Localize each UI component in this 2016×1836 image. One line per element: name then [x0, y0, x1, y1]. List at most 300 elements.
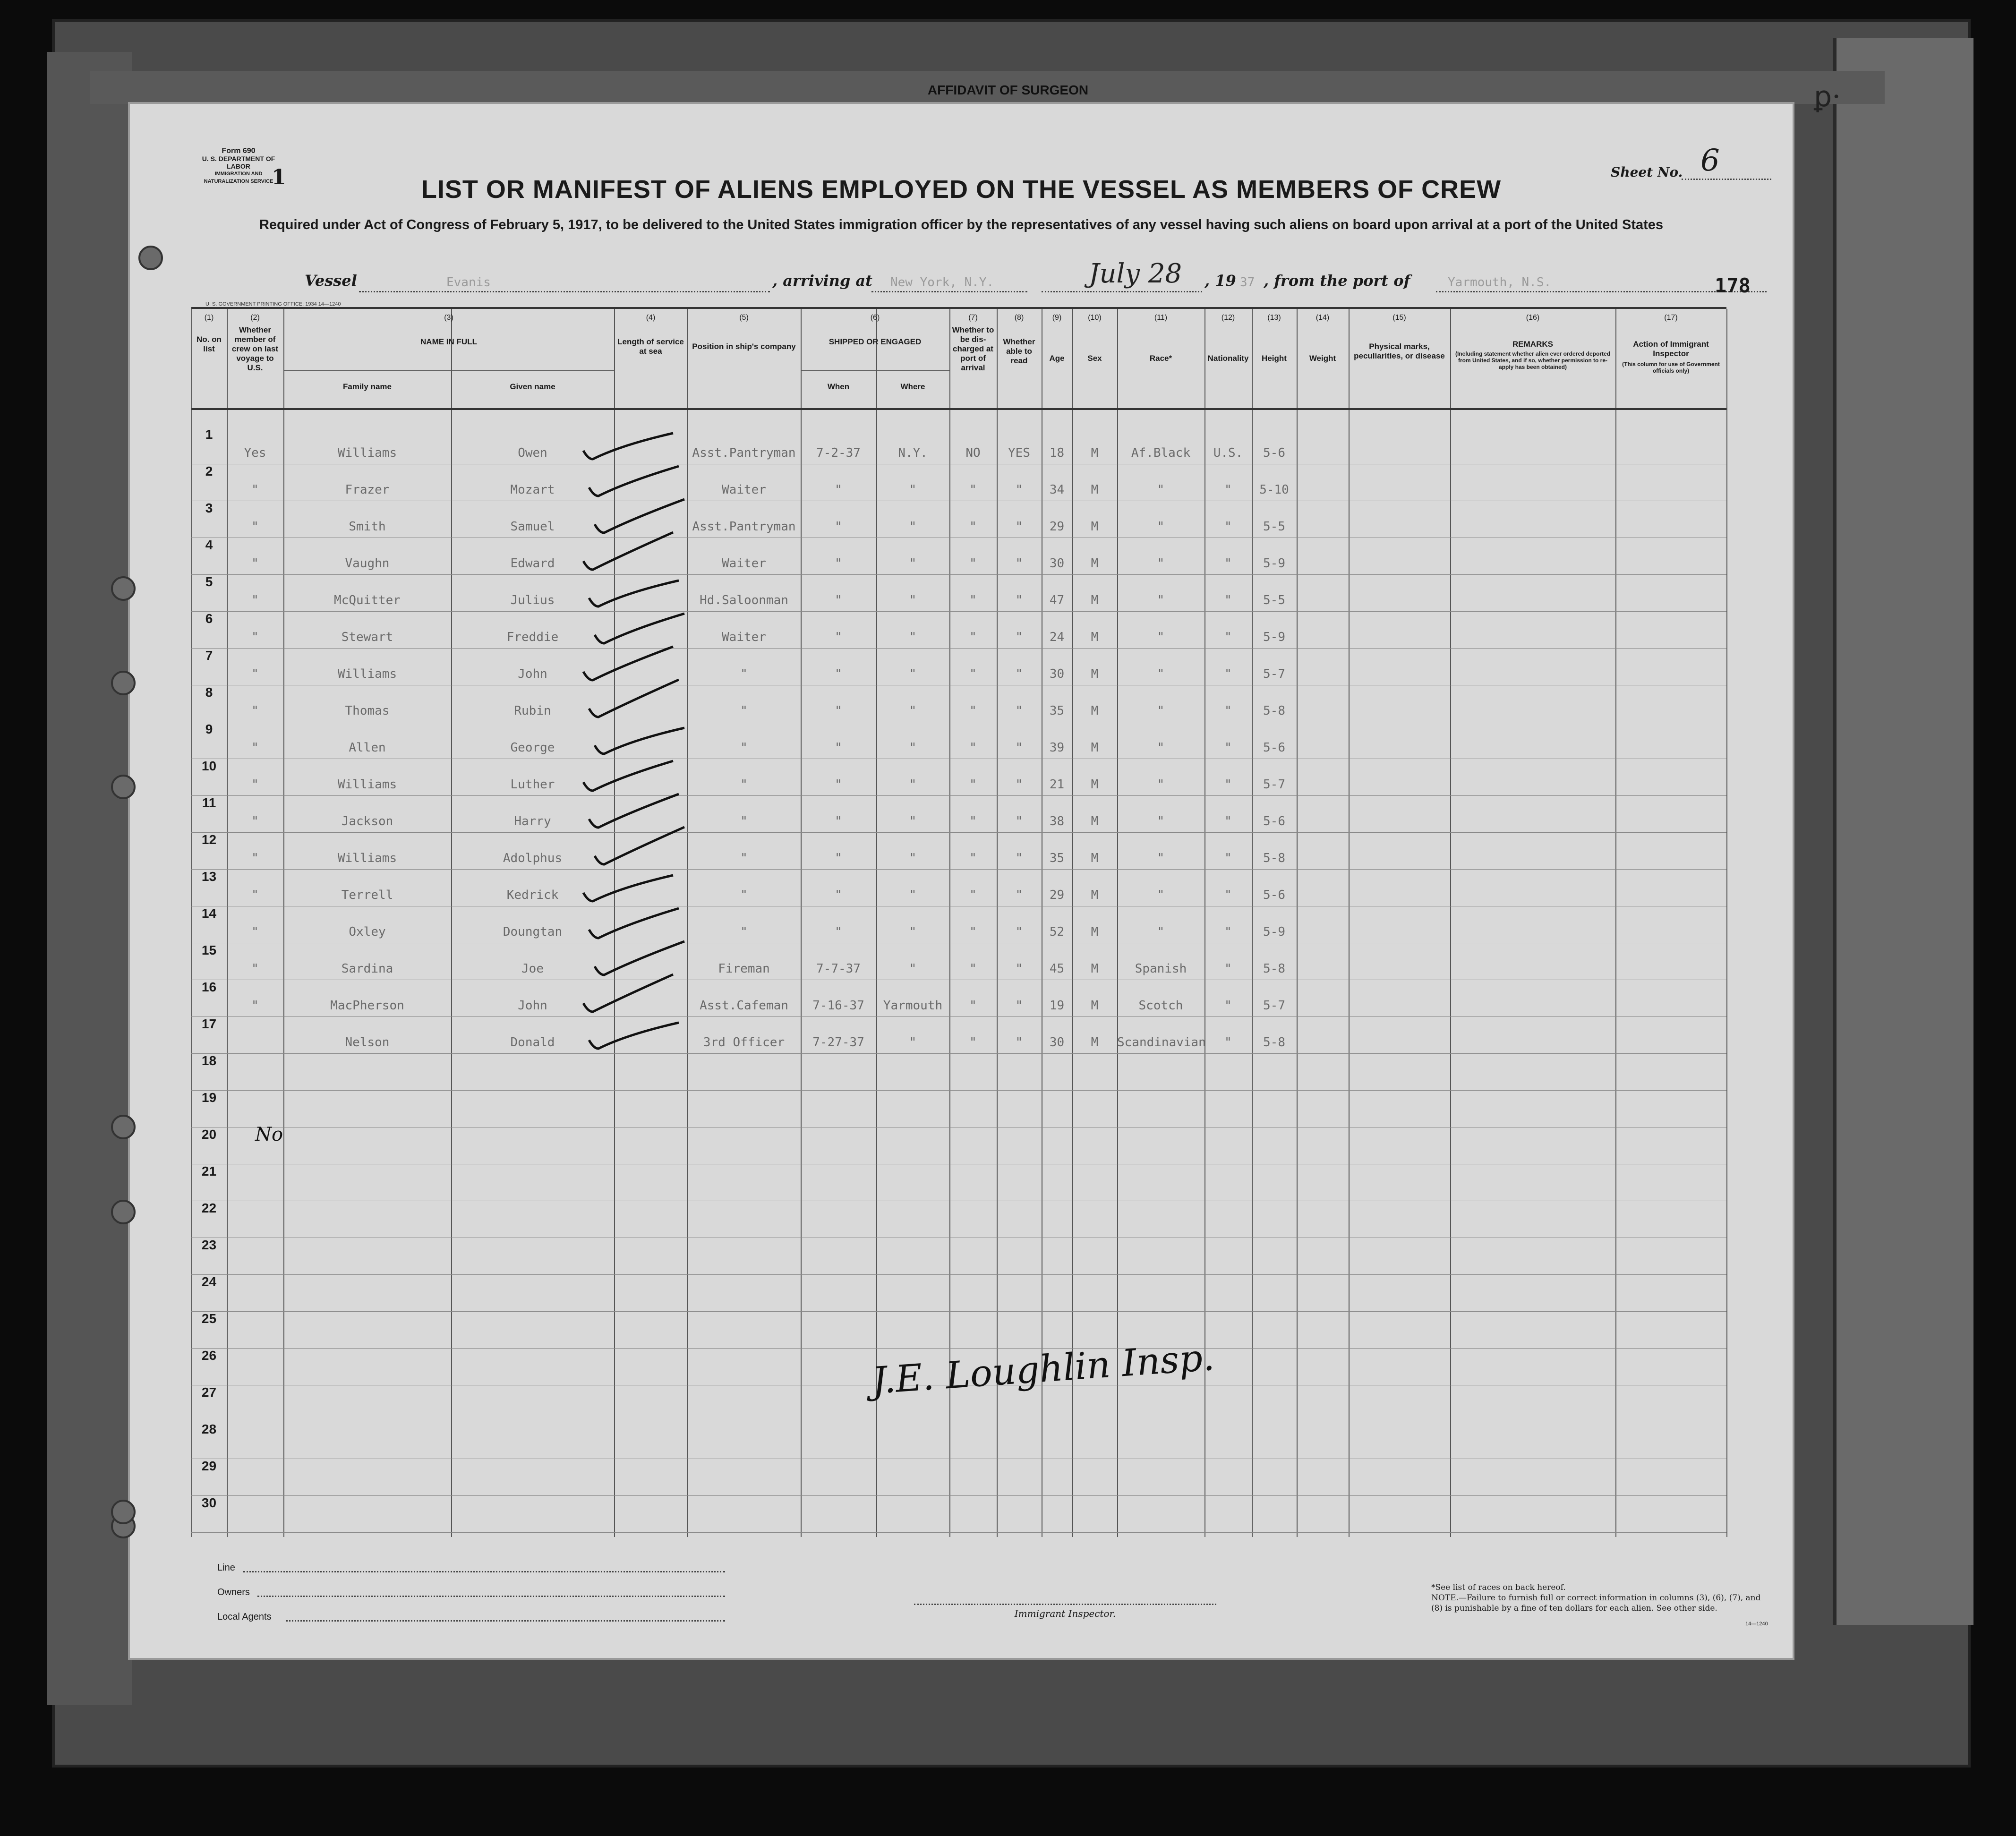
- sheet-number-label: Sheet No.: [1611, 164, 1683, 180]
- corner-pencil-mark: ꝑ·: [1814, 80, 1841, 113]
- arrival-year: 37: [1240, 275, 1255, 290]
- arriving-dotted-line: [871, 290, 1027, 292]
- cell-sex: M: [1091, 962, 1099, 976]
- row-number: 1: [205, 427, 213, 442]
- cell-when: ": [835, 925, 842, 939]
- cell-race: ": [1157, 777, 1165, 792]
- cell-disch: ": [969, 667, 977, 681]
- cell-family: Williams: [337, 777, 397, 792]
- cell-sex: M: [1091, 667, 1099, 681]
- cell-height: 5-9: [1263, 925, 1285, 939]
- cell-given: Rubin: [514, 704, 551, 718]
- local-agents-label: Local Agents: [217, 1612, 272, 1622]
- cell-read: ": [1015, 630, 1023, 644]
- row-number: 9: [205, 722, 213, 736]
- column-divider: [1726, 309, 1727, 1537]
- penalty-note: NOTE.—Failure to furnish full or correct information in columns (3), (6), (7), and (8) is punishable by a fine of ten dollars for each alien. See other side.: [1431, 1593, 1761, 1613]
- column-header-position-in-ship-s-company: Position in ship's company: [692, 342, 796, 351]
- column-number: (12): [1221, 314, 1235, 322]
- cell-when: ": [835, 777, 842, 792]
- cell-crew: ": [251, 704, 259, 718]
- cell-read: ": [1015, 851, 1023, 865]
- cell-age: 52: [1049, 925, 1065, 939]
- cell-age: 34: [1049, 483, 1065, 497]
- cell-race: ": [1157, 888, 1165, 902]
- cell-crew: ": [251, 556, 259, 571]
- column-number: (15): [1392, 314, 1406, 322]
- cell-when: 7-27-37: [812, 1035, 864, 1050]
- cell-read: YES: [1008, 446, 1030, 460]
- cell-disch: ": [969, 630, 977, 644]
- column-header-including-statement-whether-alien-ever-o: (Including statement whether alien ever ordered deported from United States, and if so, whether permission to re-apply has been obtained): [1455, 350, 1611, 370]
- cell-sex: M: [1091, 446, 1099, 460]
- cell-given: George: [510, 741, 555, 755]
- column-header-family-name: Family name: [343, 382, 392, 391]
- cell-position: Asst.Cafeman: [700, 999, 788, 1013]
- cell-nat: ": [1224, 630, 1232, 644]
- form-code: 14—1240: [1745, 1621, 1768, 1627]
- cell-family: Jackson: [341, 814, 393, 828]
- cell-age: 35: [1049, 704, 1065, 718]
- service-name: IMMIGRATION AND NATURALIZATION SERVICE: [204, 171, 273, 184]
- binder-hole: [111, 775, 136, 799]
- check-mark: [583, 974, 673, 1012]
- cell-disch: NO: [965, 446, 981, 460]
- sheet-number-line: [1682, 179, 1771, 180]
- row-number: 29: [201, 1459, 217, 1473]
- owners-field[interactable]: [257, 1596, 725, 1597]
- cell-given: Owen: [518, 446, 547, 460]
- binder-hole: [111, 576, 136, 601]
- cell-when: ": [835, 814, 842, 828]
- cell-disch: ": [969, 593, 977, 607]
- vessel-line: [305, 258, 1769, 295]
- cell-disch: ": [969, 999, 977, 1013]
- cell-age: 29: [1049, 888, 1065, 902]
- column-number: (5): [739, 314, 749, 322]
- affidavit-heading: AFFIDAVIT OF SURGEON: [927, 83, 1089, 97]
- column-header-length-of-service-at-sea: Length of service at sea: [617, 337, 684, 356]
- cell-nat: ": [1224, 741, 1232, 755]
- cell-height: 5-6: [1263, 814, 1285, 828]
- cell-where: ": [909, 1035, 917, 1050]
- printer-line: U. S. GOVERNMENT PRINTING OFFICE: 1934 14—1240: [205, 301, 341, 307]
- page-title: LIST OR MANIFEST OF ALIENS EMPLOYED ON THE VESSEL AS MEMBERS OF CREW: [421, 175, 1502, 204]
- cell-sex: M: [1091, 851, 1099, 865]
- form-number: Form 690: [222, 147, 256, 155]
- column-number: (10): [1088, 314, 1102, 322]
- check-mark: [583, 532, 673, 570]
- cell-crew: ": [251, 962, 259, 976]
- cell-race: ": [1157, 741, 1165, 755]
- cell-race: Af.Black: [1131, 446, 1191, 460]
- row-number: 6: [205, 611, 213, 626]
- cell-given: Harry: [514, 814, 551, 828]
- check-mark: [595, 941, 684, 975]
- cell-nat: ": [1224, 925, 1232, 939]
- cell-given: Kedrick: [506, 888, 559, 902]
- cell-given: Adolphus: [503, 851, 563, 865]
- stamp-number: 178: [1715, 274, 1751, 297]
- binder-hole: [111, 671, 136, 695]
- column-number: (17): [1664, 314, 1678, 322]
- inspector-signature: J.E. Loughlin Insp.: [870, 1336, 1216, 1403]
- cell-family: Williams: [337, 667, 397, 681]
- cell-when: ": [835, 630, 842, 644]
- column-number: (2): [250, 314, 260, 322]
- column-header-remarks: REMARKS: [1512, 340, 1553, 349]
- line-label: Line: [217, 1563, 235, 1573]
- row-number: 24: [201, 1274, 217, 1289]
- column-header-whether-able-to-read: Whether able to read: [1003, 337, 1035, 365]
- cell-crew: ": [251, 741, 259, 755]
- check-mark: [589, 794, 679, 828]
- cell-age: 29: [1049, 520, 1065, 534]
- cell-age: 30: [1049, 556, 1065, 571]
- cell-family: Allen: [349, 741, 386, 755]
- cell-crew: ": [251, 999, 259, 1013]
- row-number: 21: [201, 1164, 217, 1178]
- cell-family: Sardina: [341, 962, 393, 976]
- line-field[interactable]: [243, 1571, 725, 1572]
- cell-crew: ": [251, 851, 259, 865]
- cell-where: ": [909, 630, 917, 644]
- column-number: (11): [1154, 314, 1168, 322]
- cell-given: Luther: [510, 777, 555, 792]
- cell-position: Waiter: [722, 483, 766, 497]
- folder-right-edge: [1833, 38, 1973, 1625]
- row-number: 18: [201, 1053, 217, 1068]
- cell-given: Doungtan: [503, 925, 563, 939]
- column-header-shipped-or-engaged: SHIPPED OR ENGAGED: [829, 337, 922, 346]
- check-mark: [583, 761, 673, 791]
- cell-age: 21: [1049, 777, 1065, 792]
- binder-hole: [111, 1115, 136, 1139]
- cell-height: 5-5: [1263, 520, 1285, 534]
- cell-disch: ": [969, 962, 977, 976]
- cell-crew: ": [251, 925, 259, 939]
- cell-position: 3rd Officer: [703, 1035, 785, 1050]
- cell-where: ": [909, 520, 917, 534]
- cell-disch: ": [969, 814, 977, 828]
- cell-nat: ": [1224, 704, 1232, 718]
- cell-when: ": [835, 851, 842, 865]
- column-header-whether-member-of-crew-on-last-voyage-to: Whether member of crew on last voyage to U.S.: [231, 325, 279, 372]
- column-header-physical-marks-peculiarities-or-disease: Physical marks, peculiarities, or disease: [1354, 342, 1445, 360]
- cell-sex: M: [1091, 704, 1099, 718]
- sheet-number: [1611, 143, 1720, 180]
- cell-where: ": [909, 888, 917, 902]
- column-number: (13): [1267, 314, 1281, 322]
- cell-crew: ": [251, 520, 259, 534]
- cell-position: Hd.Saloonman: [700, 593, 788, 607]
- cell-sex: M: [1091, 888, 1099, 902]
- footer-notes: [1431, 1582, 1762, 1614]
- column-header-height: Height: [1262, 354, 1287, 363]
- cell-height: 5-7: [1263, 667, 1285, 681]
- cell-height: 5-8: [1263, 851, 1285, 865]
- cell-family: Thomas: [345, 704, 390, 718]
- cell-age: 39: [1049, 741, 1065, 755]
- cell-read: ": [1015, 962, 1023, 976]
- cell-sex: M: [1091, 630, 1099, 644]
- cell-read: ": [1015, 483, 1023, 497]
- cell-disch: ": [969, 483, 977, 497]
- row-number: 27: [201, 1385, 217, 1400]
- row-number: 3: [205, 501, 213, 515]
- cell-sex: M: [1091, 1035, 1099, 1050]
- date-dotted-line: [1042, 290, 1202, 292]
- cell-given: John: [518, 667, 547, 681]
- cell-crew: ": [251, 888, 259, 902]
- cell-sex: M: [1091, 556, 1099, 571]
- cell-nat: ": [1224, 888, 1232, 902]
- cell-height: 5-5: [1263, 593, 1285, 607]
- cell-when: ": [835, 483, 842, 497]
- cell-read: ": [1015, 888, 1023, 902]
- row-number: 30: [201, 1495, 217, 1510]
- cell-disch: ": [969, 925, 977, 939]
- cell-age: 35: [1049, 851, 1065, 865]
- cell-when: ": [835, 741, 842, 755]
- cell-race: Scotch: [1138, 999, 1183, 1013]
- row-number: 11: [202, 795, 216, 810]
- cell-family: Terrell: [341, 888, 393, 902]
- cell-height: 5-8: [1263, 704, 1285, 718]
- row-number: 13: [201, 869, 217, 884]
- crew-table: [191, 307, 1726, 1537]
- cell-age: 38: [1049, 814, 1065, 828]
- cell-where: N.Y.: [898, 446, 928, 460]
- cell-crew: ": [251, 814, 259, 828]
- row-number: 28: [201, 1422, 217, 1436]
- arrival-date: July 28: [1089, 258, 1182, 289]
- cell-position: Waiter: [722, 630, 766, 644]
- check-mark: [595, 728, 684, 754]
- row-number: 4: [205, 538, 213, 552]
- cell-height: 5-10: [1259, 483, 1289, 497]
- cell-nat: ": [1224, 851, 1232, 865]
- sheet-number-value: 6: [1700, 143, 1720, 178]
- cell-where: ": [909, 556, 917, 571]
- cell-height: 5-8: [1263, 1035, 1285, 1050]
- cell-read: ": [1015, 814, 1023, 828]
- cell-crew: Yes: [244, 446, 266, 460]
- cell-where: ": [909, 741, 917, 755]
- cell-when: 7-7-37: [816, 962, 861, 976]
- column-number: (3): [444, 314, 453, 322]
- cell-disch: ": [969, 777, 977, 792]
- cell-nat: U.S.: [1213, 446, 1243, 460]
- cell-age: 18: [1049, 446, 1065, 460]
- row-number: 8: [205, 685, 213, 700]
- cell-position: Fireman: [718, 962, 770, 976]
- year-prefix: , 19: [1204, 272, 1236, 290]
- vessel-label: Vessel: [305, 272, 357, 290]
- row-number: 15: [201, 943, 217, 957]
- cell-position: ": [740, 667, 748, 681]
- column-number: (8): [1014, 314, 1024, 322]
- column-header-this-column-for-use-of-government-offici: (This column for use of Government officials only): [1622, 361, 1720, 374]
- cell-when: ": [835, 888, 842, 902]
- cell-position: ": [740, 777, 748, 792]
- row-number: 12: [201, 832, 217, 847]
- check-mark: [589, 908, 679, 938]
- row-number: 22: [201, 1201, 217, 1215]
- cell-where: ": [909, 704, 917, 718]
- cell-when: ": [835, 593, 842, 607]
- cell-position: Waiter: [722, 556, 766, 571]
- cell-age: 19: [1049, 999, 1065, 1013]
- check-marks: [191, 309, 1726, 1537]
- cell-family: Smith: [349, 520, 386, 534]
- cell-position: ": [740, 704, 748, 718]
- cell-age: 47: [1049, 593, 1065, 607]
- cell-race: ": [1157, 520, 1165, 534]
- handwritten-no: No: [255, 1124, 283, 1145]
- cell-when: ": [835, 704, 842, 718]
- row-number: 14: [201, 906, 217, 921]
- arriving-port: New York, N.Y.: [890, 275, 994, 290]
- cell-crew: ": [251, 483, 259, 497]
- column-header-nationality: Nationality: [1207, 354, 1249, 363]
- check-mark: [583, 875, 673, 901]
- cell-age: 30: [1049, 1035, 1065, 1050]
- cell-family: Williams: [337, 446, 397, 460]
- cell-read: ": [1015, 520, 1023, 534]
- cell-read: ": [1015, 667, 1023, 681]
- cell-nat: ": [1224, 777, 1232, 792]
- page-subtitle: Required under Act of Congress of February 5, 1917, to be delivered to the United States immigration officer by the representatives of any vessel having such aliens on board upon arrival at a port of the United States: [259, 217, 1664, 232]
- cell-when: ": [835, 667, 842, 681]
- cell-nat: ": [1224, 962, 1232, 976]
- cell-position: ": [740, 741, 748, 755]
- cell-race: Scandinavian: [1117, 1035, 1206, 1050]
- cell-family: Oxley: [349, 925, 386, 939]
- check-mark: [583, 647, 673, 680]
- immigrant-inspector-label: Immigrant Inspector.: [914, 1604, 1216, 1619]
- cell-race: ": [1157, 667, 1165, 681]
- cell-crew: ": [251, 630, 259, 644]
- manifest-sheet: [130, 104, 1793, 1658]
- cell-nat: ": [1224, 1035, 1232, 1050]
- cell-nat: ": [1224, 483, 1232, 497]
- cell-race: ": [1157, 704, 1165, 718]
- column-header-sex: Sex: [1087, 354, 1102, 363]
- column-number: (9): [1052, 314, 1062, 322]
- cell-given: Samuel: [510, 520, 555, 534]
- check-mark: [589, 680, 679, 717]
- cell-race: ": [1157, 630, 1165, 644]
- cell-family: Vaughn: [345, 556, 390, 571]
- cell-disch: ": [969, 520, 977, 534]
- cell-where: ": [909, 667, 917, 681]
- from-port-label: , from the port of: [1264, 272, 1410, 290]
- cell-race: ": [1157, 925, 1165, 939]
- cell-height: 5-8: [1263, 962, 1285, 976]
- row-number: 10: [201, 759, 217, 773]
- cell-given: Mozart: [510, 483, 555, 497]
- cell-disch: ": [969, 741, 977, 755]
- arriving-label: , arriving at: [772, 272, 872, 290]
- cell-read: ": [1015, 1035, 1023, 1050]
- cell-sex: M: [1091, 925, 1099, 939]
- cell-nat: ": [1224, 593, 1232, 607]
- departure-port: Yarmouth, N.S.: [1448, 275, 1552, 290]
- cell-given: Joe: [521, 962, 544, 976]
- column-header-weight: Weight: [1309, 354, 1336, 363]
- row-number: 5: [205, 574, 213, 589]
- cell-where: ": [909, 962, 917, 976]
- row-number: 7: [205, 648, 213, 663]
- binder-hole: [138, 246, 163, 270]
- cell-given: Freddie: [506, 630, 559, 644]
- column-number: (6): [870, 314, 880, 322]
- cell-height: 5-7: [1263, 777, 1285, 792]
- cell-family: Frazer: [345, 483, 390, 497]
- cell-nat: ": [1224, 667, 1232, 681]
- row-number: 19: [201, 1090, 217, 1105]
- check-mark: [595, 499, 684, 533]
- cell-age: 24: [1049, 630, 1065, 644]
- binder-hole: [111, 1500, 136, 1524]
- column-number: (1): [204, 314, 214, 322]
- cell-position: Asst.Pantryman: [692, 446, 796, 460]
- cell-given: Donald: [510, 1035, 555, 1050]
- cell-nat: ": [1224, 814, 1232, 828]
- check-mark: [595, 614, 684, 643]
- binder-hole: [111, 1200, 136, 1224]
- check-mark: [583, 433, 673, 459]
- cell-given: Edward: [510, 556, 555, 571]
- cell-race: ": [1157, 593, 1165, 607]
- row-number: 23: [201, 1238, 217, 1252]
- row-number: 2: [205, 464, 213, 478]
- row-number: 20: [201, 1127, 217, 1142]
- check-mark: [589, 466, 679, 496]
- cell-disch: ": [969, 1035, 977, 1050]
- cell-read: ": [1015, 704, 1023, 718]
- cell-race: ": [1157, 556, 1165, 571]
- row-number: 17: [201, 1016, 217, 1031]
- cell-race: ": [1157, 814, 1165, 828]
- cell-height: 5-6: [1263, 446, 1285, 460]
- cell-read: ": [1015, 925, 1023, 939]
- cell-when: ": [835, 556, 842, 571]
- cell-sex: M: [1091, 741, 1099, 755]
- cell-sex: M: [1091, 777, 1099, 792]
- check-mark: [589, 581, 679, 606]
- local-agents-field[interactable]: [286, 1620, 725, 1622]
- cell-height: 5-7: [1263, 999, 1285, 1013]
- cell-family: Williams: [337, 851, 397, 865]
- cell-sex: M: [1091, 483, 1099, 497]
- cell-race: ": [1157, 851, 1165, 865]
- cell-height: 5-6: [1263, 741, 1285, 755]
- cell-family: Nelson: [345, 1035, 390, 1050]
- cell-position: ": [740, 925, 748, 939]
- department-name: U. S. DEPARTMENT OF LABOR: [202, 155, 275, 170]
- cell-nat: ": [1224, 520, 1232, 534]
- cell-family: McQuitter: [334, 593, 401, 607]
- vessel-dotted-line: [359, 290, 770, 292]
- cell-when: ": [835, 520, 842, 534]
- cell-crew: ": [251, 593, 259, 607]
- column-header-action-of-immigrant-inspector: Action of Immigrant Inspector: [1633, 340, 1709, 358]
- cell-nat: ": [1224, 556, 1232, 571]
- column-header-where: Where: [900, 382, 925, 391]
- cell-height: 5-9: [1263, 556, 1285, 571]
